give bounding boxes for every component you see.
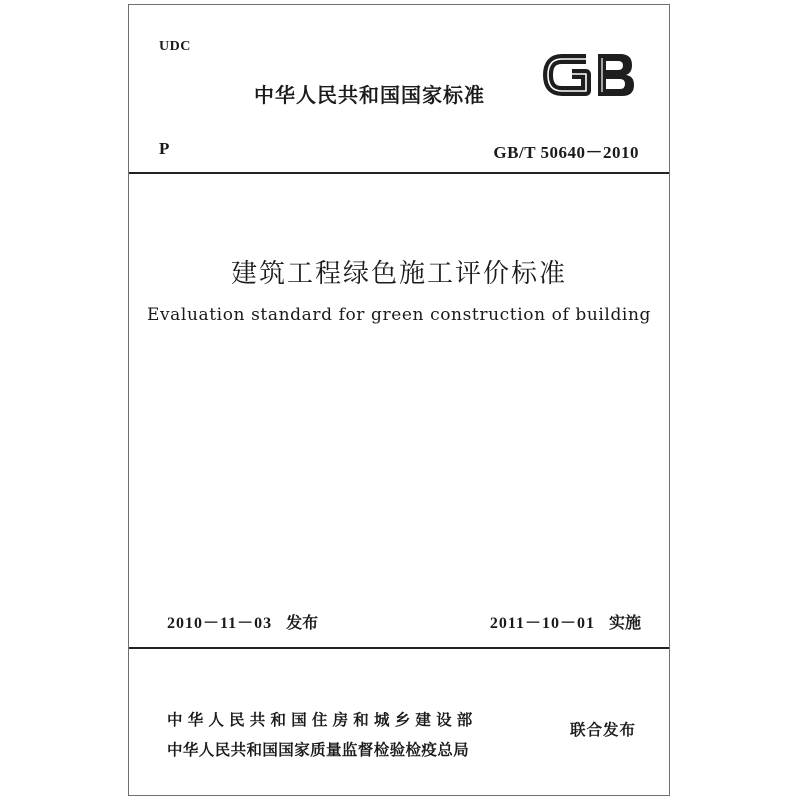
title-chinese: 建筑工程绿色施工评价标准 (230, 259, 567, 289)
issue-label: 发布 (286, 613, 319, 632)
implement-label: 实施 (608, 613, 641, 632)
implement-date-block (490, 610, 641, 633)
issuer-list (167, 705, 478, 765)
udc-label: UDC (159, 39, 191, 54)
issuer-aqsiq: 中华人民共和国国家质量监督检验检疫总局 (167, 741, 470, 759)
title-english: Evaluation standard for green construction of building (146, 305, 652, 325)
bottom-divider (129, 647, 669, 649)
top-divider (129, 172, 669, 174)
issue-date-block (167, 610, 318, 633)
implement-date: 2011－10－01 (489, 615, 595, 632)
standard-cover (128, 4, 670, 796)
issuer-ministry: 中华人民共和国住房和城乡建设部 (167, 711, 478, 729)
standard-number: GB/T 50640－2010 (493, 143, 639, 162)
org-title: 中华人民共和国国家标准 (254, 83, 485, 107)
category-code: P (159, 139, 170, 158)
gb-logo-icon (542, 49, 640, 101)
joint-publish-label: 联合发布 (569, 721, 636, 739)
issue-date: 2010－11－03 (167, 615, 273, 632)
